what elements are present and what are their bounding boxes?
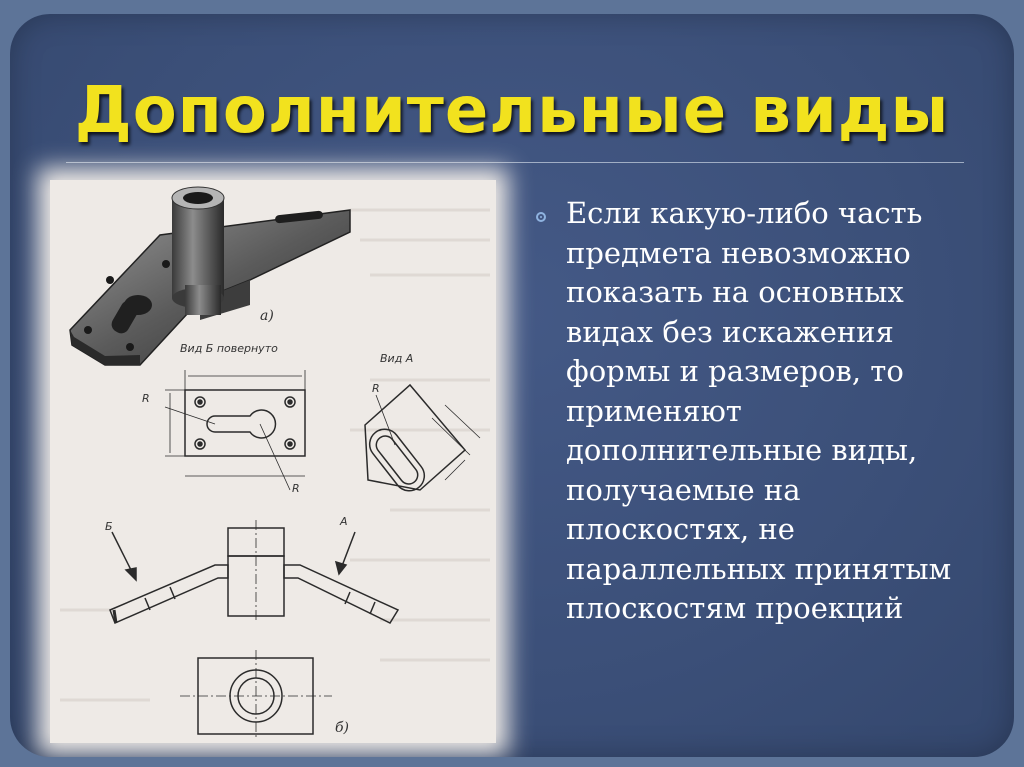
bullet-item-text: Если какую-либо часть предмета невозможно показать на основных видах без искажения формы и размеров, то применяют дополнительные виды, получаемые на плоскостях, не параллельных принятым плоскостям проекций — [566, 196, 952, 625]
circle-bullet-icon — [536, 212, 546, 222]
view-b-drawing — [165, 370, 305, 490]
technical-drawing-svg — [50, 180, 496, 743]
arrow-a-label: А — [340, 515, 348, 528]
front-view-drawing — [110, 520, 398, 623]
view-a-label: Вид А — [380, 352, 414, 365]
slide-title: Дополнительные виды — [74, 74, 950, 148]
view-a-drawing — [364, 385, 480, 497]
view-b-label: Вид Б повернуто — [180, 342, 278, 355]
bracket-3d-render — [70, 187, 350, 365]
arrow-b-label: Б — [105, 520, 113, 533]
title-divider — [66, 162, 964, 163]
label-b: б) — [335, 720, 350, 736]
radius-mark-left: R — [142, 392, 150, 405]
radius-mark-bottom: R — [292, 482, 300, 495]
radius-mark-view-a: R — [372, 382, 380, 395]
label-a: а) — [260, 308, 274, 324]
bullet-list — [528, 194, 988, 629]
technical-drawing-image — [50, 180, 496, 743]
slide-frame — [10, 14, 1014, 757]
bullet-item — [528, 194, 988, 629]
top-view-drawing — [180, 650, 332, 740]
